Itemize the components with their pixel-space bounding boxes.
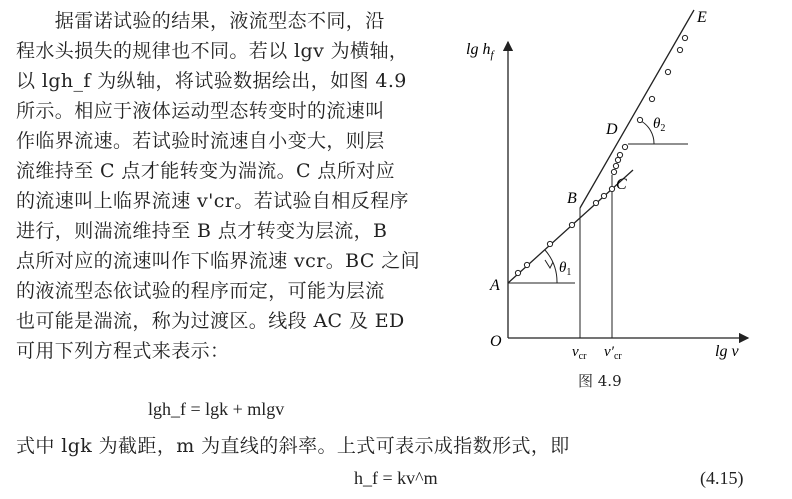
tick-label-vcr: $v_{cr}$ (572, 344, 587, 362)
equation-power-form: h_f = kv^m (354, 468, 438, 488)
data-point (622, 144, 627, 149)
data-point (593, 200, 598, 205)
data-point (665, 69, 670, 74)
explain-line: 式中 lgk 为截距，m 为直线的斜率。上式可表示成指数形式，即 (16, 435, 570, 457)
text-line: 流维持至 C 点才能转变为湍流。C 点所对应 (16, 160, 395, 182)
data-point (609, 186, 614, 191)
text-line: 的流速叫上临界流速 v'cr。若试验自相反程序 (16, 190, 409, 212)
point-label-A: A (490, 277, 500, 294)
data-point (615, 157, 620, 162)
origin-label: O (490, 333, 502, 350)
theta1-arrow (545, 260, 553, 268)
y-axis-label: $\lg h_f$ (466, 41, 494, 61)
turbulent-points (611, 35, 687, 174)
text-line: 也可能是湍流，称为过渡区。线段 AC 及 ED (16, 310, 405, 332)
data-point (649, 96, 654, 101)
figure-caption: 图 4.9 (578, 372, 622, 390)
data-point (524, 262, 529, 267)
data-point (547, 241, 552, 246)
text-line: 可用下列方程式来表示： (16, 340, 230, 362)
point-label-E: E (697, 9, 707, 26)
text-line: 作临界流速。若试验时流速自小变大，则层 (16, 130, 385, 152)
text-line: 据雷诺试验的结果，液流型态不同，沿 (16, 10, 385, 32)
line-turbulent-BE (580, 10, 694, 208)
data-point (682, 35, 687, 40)
tick-label-vcr-prime: $v'_{cr}$ (604, 344, 622, 362)
text-line: 进行，则湍流维持至 B 点才转变为层流，B (16, 220, 388, 242)
theta1-label: $\theta_1$ (559, 260, 572, 278)
data-point (569, 222, 574, 227)
text-line: 以 lgh_f 为纵轴，将试验数据绘出，如图 4.9 (16, 70, 407, 92)
theta2-label: $\theta_2$ (653, 116, 666, 134)
equation-log-form: lgh_f = lgk + mlgv (148, 399, 285, 419)
data-point (637, 117, 642, 122)
point-label-C: C (616, 176, 627, 193)
text-line: 程水头损失的规律也不同。若以 lgv 为横轴， (16, 40, 409, 62)
data-point (515, 270, 520, 275)
point-label-D: D (606, 121, 618, 138)
x-axis-label: lg v (715, 343, 739, 360)
text-line: 点所对应的流速叫作下临界流速 vcr。BC 之间 (16, 250, 420, 272)
data-point (613, 163, 618, 168)
text-line: 所示。相应于液体运动型态转变时的流速叫 (16, 100, 385, 122)
data-point (617, 152, 622, 157)
data-point (601, 193, 606, 198)
point-label-B: B (567, 190, 577, 207)
data-point (611, 169, 616, 174)
data-point (677, 47, 682, 52)
equation-number: (4.15) (700, 468, 744, 488)
text-line: 的液流型态依试验的程序而定，可能为层流 (16, 280, 385, 302)
